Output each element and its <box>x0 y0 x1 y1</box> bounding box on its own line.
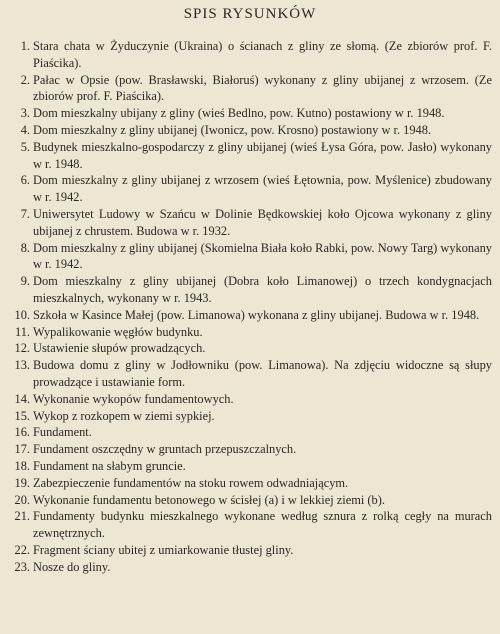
item-caption: Uniwersytet Ludowy w Szańcu w Dolinie Będkowskiej koło Ojcowa wykonany z gliny ubijanej z chrustem. Budowa w r. 1932. <box>33 206 492 238</box>
item-caption: Budowa domu z gliny w Jodłowniku (pow. Limanowa). Na zdjęciu widoczne są słupy prowadzące i ustawianie form. <box>33 358 492 389</box>
item-caption: Dom mieszkalny z gliny ubijanej (Skomielna Biała koło Rabki, pow. Nowy Targ) wykonany w r. 1942. <box>33 240 493 272</box>
list-item <box>6 324 492 341</box>
list-item <box>6 340 492 357</box>
list-item <box>6 206 492 240</box>
item-number: 7. <box>20 206 30 221</box>
item-caption: Fundament oszczędny w gruntach przepuszczalnych. <box>33 442 297 457</box>
item-caption: Fundament na słabym gruncie. <box>33 458 186 473</box>
list-item <box>6 172 492 206</box>
item-caption: Wykop z rozkopem w ziemi sypkiej. <box>33 408 215 423</box>
list-item <box>6 424 492 441</box>
list-item <box>6 139 492 173</box>
list-item <box>6 38 492 72</box>
list-item <box>6 458 492 475</box>
item-caption: Nosze do gliny. <box>33 559 111 574</box>
item-number: 14. <box>14 391 30 406</box>
item-caption: Wykonanie wykopów fundamentowych. <box>33 391 234 406</box>
list-item <box>6 122 492 139</box>
list-item <box>6 559 492 576</box>
list-item <box>6 240 492 274</box>
item-caption: Dom mieszkalny ubijany z gliny (wieś Bedlno, pow. Kutno) postawiony w r. 1948. <box>33 106 445 121</box>
list-item <box>6 475 492 492</box>
item-number: 12. <box>14 341 30 356</box>
item-caption: Wykonanie fundamentu betonowego w ścisłej (a) i w lekkiej ziemi (b). <box>33 492 385 507</box>
list-item <box>6 72 492 106</box>
item-caption: Fundamenty budynku mieszkalnego wykonane według sznura z rolką cegły na murach zewnętrznych. <box>33 509 492 541</box>
list-item <box>6 391 492 408</box>
item-number: 5. <box>20 139 30 154</box>
list-item <box>6 408 492 425</box>
figure-list <box>6 38 492 576</box>
list-item <box>6 441 492 458</box>
list-item <box>6 307 492 324</box>
item-number: 2. <box>20 72 30 87</box>
item-caption: Budynek mieszkalno-gospodarczy z gliny ubijanej (wieś Łysa Góra, pow. Jasło) wykonany w r. 1948. <box>33 139 492 171</box>
item-number: 3. <box>20 106 30 121</box>
item-number: 19. <box>14 475 30 490</box>
list-item <box>6 105 492 122</box>
item-number: 10. <box>14 307 30 322</box>
item-caption: Szkoła w Kasince Małej (pow. Limanowa) wykonana z gliny ubijanej. Budowa w r. 1948. <box>33 307 480 322</box>
item-number: 15. <box>14 408 30 423</box>
item-number: 9. <box>20 274 30 289</box>
item-number: 6. <box>20 173 30 188</box>
item-caption: Dom mieszkalny z gliny ubijanej z wrzosem (wieś Łętownia, pow. Myślenice) zbudowany w r. 1942. <box>33 173 492 205</box>
item-caption: Dom mieszkalny z gliny ubijanej (Iwonicz, pow. Krosno) postawiony w r. 1948. <box>33 122 432 137</box>
item-number: 4. <box>20 122 30 137</box>
item-caption: Fundament. <box>33 425 92 440</box>
item-number: 16. <box>14 425 30 440</box>
item-caption: Ustawienie słupów prowadzących. <box>33 341 206 356</box>
item-caption: Stara chata w Żyduczynie (Ukraina) o ścianach z gliny ze słomą. (Ze zbiorów prof. F. Piaścika). <box>33 39 492 70</box>
list-item <box>6 492 492 509</box>
item-number: 18. <box>14 458 30 473</box>
item-caption: Zabezpieczenie fundamentów na stoku rowem odwadniającym. <box>33 475 349 490</box>
list-item <box>6 273 492 307</box>
list-item <box>6 357 492 391</box>
item-number: 8. <box>20 240 30 255</box>
item-number: 21. <box>14 509 30 524</box>
item-caption: Pałac w Opsie (pow. Brasławski, Białoruś) wykonany z gliny ubijanej z wrzosem. (Ze zbiorów prof. F. Piaścika). <box>33 72 492 104</box>
item-caption: Fragment ściany ubitej z umiarkowanie tłustej gliny. <box>33 542 294 557</box>
item-number: 17. <box>14 442 30 457</box>
item-number: 23. <box>14 559 30 574</box>
item-number: 22. <box>14 542 30 557</box>
item-number: 20. <box>14 492 30 507</box>
list-item <box>6 508 492 542</box>
item-number: 13. <box>14 358 30 373</box>
item-number: 11. <box>14 324 30 339</box>
item-caption: Dom mieszkalny z gliny ubijanej (Dobra koło Limanowej) o trzech kondygnacjach mieszkalnych, wykonany w r. 1943. <box>33 274 492 305</box>
item-caption: Wypalikowanie węgłów budynku. <box>33 324 203 339</box>
list-item <box>6 542 492 559</box>
item-number: 1. <box>20 39 30 53</box>
page-title: SPIS RYSUNKÓW <box>183 6 317 22</box>
